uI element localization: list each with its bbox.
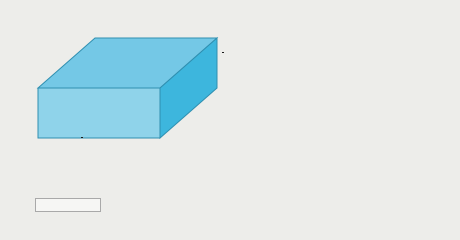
answer-input[interactable] (35, 198, 101, 212)
width-numerator (81, 137, 83, 138)
answer-row (35, 198, 107, 212)
prism-front-face (38, 88, 160, 138)
depth-fraction (222, 52, 224, 53)
depth-dimension-label (222, 52, 229, 53)
width-dimension-label (80, 137, 88, 138)
width-fraction (81, 137, 83, 138)
depth-numerator (222, 52, 224, 53)
